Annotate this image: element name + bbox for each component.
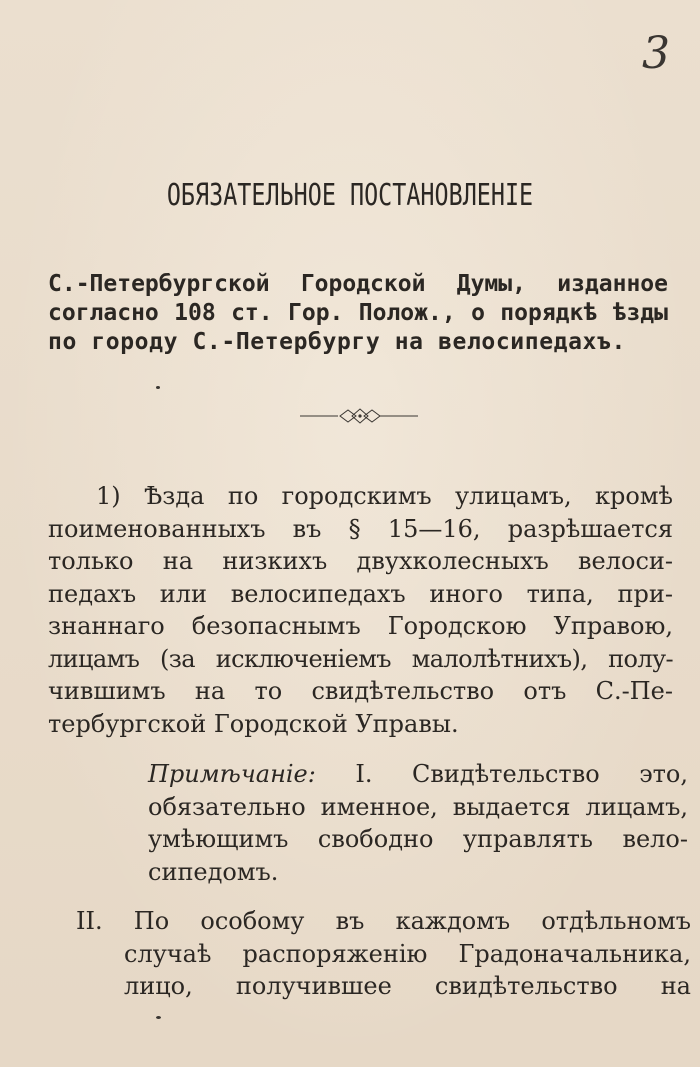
document-title: ОБЯЗАТЕЛЬНОЕ ПОСТАНОВЛЕНІЕ <box>166 178 534 213</box>
note-first-line <box>148 758 688 791</box>
note-line: умѣющимъ свободно управлять вело- <box>148 825 688 853</box>
paragraph-line: тербургской Городской Управы. <box>48 709 459 738</box>
paragraph-line: педахъ или велосипедахъ иного типа, при- <box>48 579 673 608</box>
ornament-divider-icon <box>300 404 418 428</box>
paragraph-line: поименованныхъ въ § 15—16, разрѣшается <box>48 514 673 543</box>
note-2 <box>76 905 691 1003</box>
paragraph-1 <box>48 480 673 740</box>
paragraph-line: только на низкихъ двухколесныхъ велоси- <box>48 547 673 575</box>
note-2-line: лицо, получившее свидѣтельство на <box>124 972 691 1000</box>
paragraph-line: 1) Ѣзда по городскимъ улицамъ, кромѣ <box>96 482 673 510</box>
paragraph-line: знаннаго безопаснымъ Городскою Управою, <box>48 612 673 640</box>
note-line: обязательно именное, выдается лицамъ, <box>148 792 688 821</box>
note-label: Примѣчаніе: <box>148 760 316 788</box>
document-subtitle <box>48 270 668 357</box>
ink-speck <box>156 386 160 389</box>
page-number: 3 <box>642 28 670 79</box>
paragraph-line: чившимъ на то свидѣтельство отъ С.-Пе- <box>48 677 673 705</box>
ink-speck <box>156 1016 161 1019</box>
paragraph-line: лицамъ (за исключеніемъ малолѣтнихъ), полу- <box>48 644 673 673</box>
subtitle-line: по городу С.-Петербургу на велосипедахъ. <box>48 329 626 355</box>
note-1 <box>148 758 688 888</box>
subtitle-line: согласно 108 ст. Гор. Полож., о порядкѣ ѣзды <box>48 300 668 326</box>
note-first-line-text: I. Свидѣтельство это, <box>315 760 688 788</box>
note-line: сипедомъ. <box>148 857 279 886</box>
note-2-line: II. По особому въ каждомъ отдѣльномъ <box>76 907 691 935</box>
subtitle-line: С.-Петербургской Городской Думы, изданное <box>48 271 668 297</box>
note-2-line: случаѣ распоряженію Градоначальника, <box>124 939 691 968</box>
